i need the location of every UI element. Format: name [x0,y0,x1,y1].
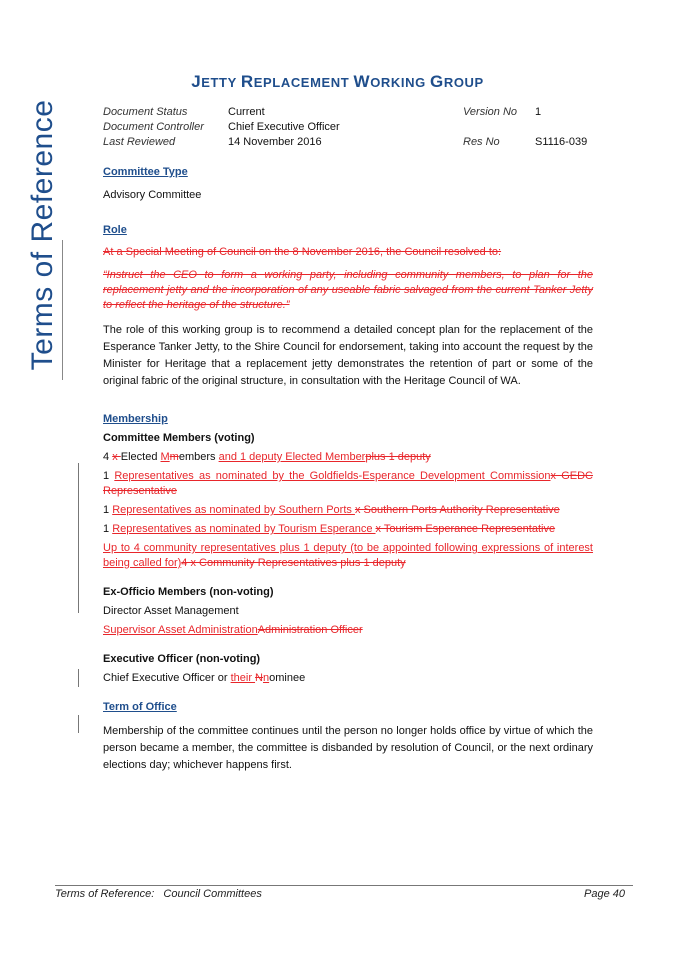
reviewed-label: Last Reviewed [103,136,176,148]
committee-type-heading: Committee Type [103,166,188,178]
role-body: The role of this working group is to recommend a detailed concept plan for the replacement of the Esperance Tanker Jetty, to the Shire Council for endorsement, taking into account the request by the Minister for Heritage that a replacement jetty demonstrates the retention of part or some of the original fabric of the original structure, in consultation with the Heritage Council of WA. [103,324,593,387]
version-value: 1 [535,106,542,118]
sidebar-title [18,90,68,380]
document-meta [103,106,593,151]
footer-rule [55,885,633,886]
exofficio-supervisor: Supervisor Asset AdministrationAdministration Officer [103,624,363,636]
meta-row-controller [103,121,593,136]
main-content [103,165,593,774]
membership-heading: Membership [103,413,168,425]
sidebar-title-text: Terms of Reference [26,99,59,371]
controller-value: Chief Executive Officer [228,121,340,133]
res-label: Res No [463,136,500,148]
change-bar-membership [78,463,79,613]
member-line-elected: 4 x Elected Mmembers and 1 deputy Elected Memberplus 1 deputy [103,451,431,463]
res-value: S1116-039 [535,136,588,148]
committee-type-value: Advisory Committee [103,189,202,201]
footer-page-number: Page 40 [584,888,625,900]
member-line-tourism: 1 Representatives as nominated by Tourism Esperance x Tourism Esperance Representative [103,523,556,535]
role-heading: Role [103,224,127,236]
term-heading: Term of Office [103,701,177,713]
member-line-gedc: 1 Representatives as nominated by the Goldfields-Esperance Development Commissionx GEDC Representative [103,470,593,497]
change-bar-exofficio [78,669,79,687]
meta-row-status [103,106,593,121]
change-bar-executive [78,715,79,733]
status-label: Document Status [103,106,188,118]
executive-officer: Chief Executive Officer or their Nnominee [103,672,306,684]
page-title: JETTY REPLACEMENT WORKING GROUP [191,72,484,91]
term-body: Membership of the committee continues until the person no longer holds office by virtue of which the person became a member, the committee is disbanded by resolution of Council, or the next ordinary elections day; whichever happens first. [103,725,593,771]
footer-left: Terms of Reference: Council Committees [55,888,262,900]
exofficio-heading: Ex-Officio Members (non-voting) [103,586,274,598]
controller-label: Document Controller [103,121,204,133]
version-label: Version No [463,106,518,118]
reviewed-value: 14 November 2016 [228,136,322,148]
role-deleted-quote: “Instruct the CEO to form a working party, including community members, to plan for the replacement jetty and the incorporation of any useable fabric salvaged from the current Tanker Jetty to reflect the heritage of the structure.” [103,269,593,311]
meta-row-reviewed [103,136,593,151]
sidebar-rule [62,240,63,380]
member-line-southern-ports: 1 Representatives as nominated by Southern Ports x Southern Ports Authority Representative [103,504,560,516]
executive-heading: Executive Officer (non-voting) [103,653,261,665]
member-line-community: Up to 4 community representatives plus 1 deputy (to be appointed following expressions of interest being called for)4 x Community Representatives plus 1 deputy [103,542,593,569]
exofficio-director: Director Asset Management [103,605,239,617]
voting-heading: Committee Members (voting) [103,432,255,444]
status-value: Current [228,106,265,118]
role-deleted-intro: At a Special Meeting of Council on the 8 November 2016, the Council resolved to: [103,246,502,258]
